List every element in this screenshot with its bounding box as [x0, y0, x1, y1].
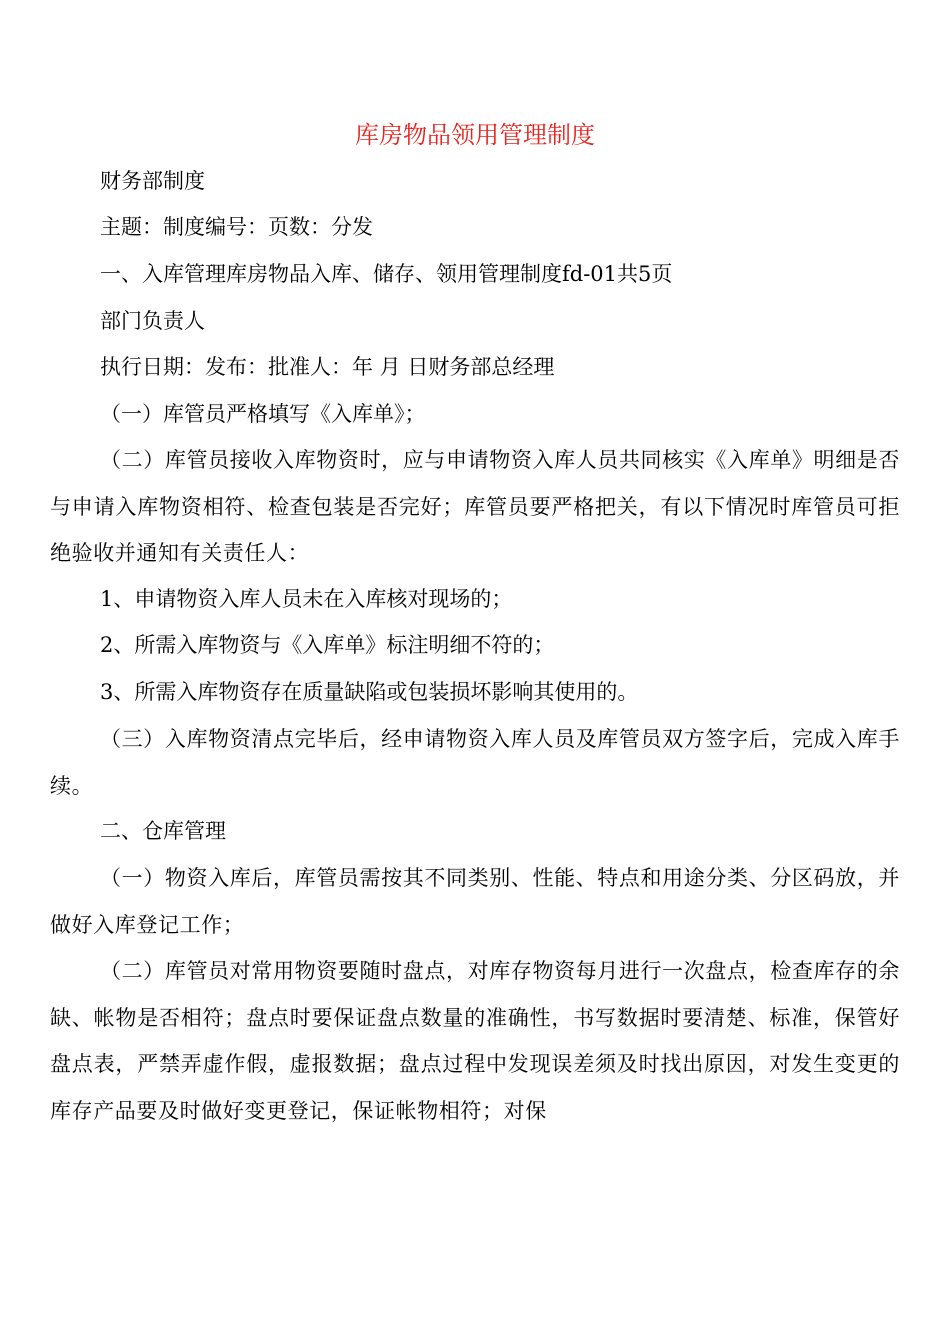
list-item: 3、所需入库物资存在质量缺陷或包装损坏影响其使用的。: [100, 680, 639, 704]
list-item: 2、所需入库物资与《入库单》标注明细不符的；: [100, 633, 555, 657]
department-line: 财务部制度: [100, 169, 205, 193]
subject-line: 主题：制度编号：页数：分发: [100, 215, 373, 239]
clause-receive-goods: （二）库管员接收入库物资时，应与申请物资入库人员共同核实《入库单》明细是否与申请入库物资相符、检查包装是否完好；库管员要严格把关，有以下情况时库管员可拒绝验收并通知有关责任人：: [50, 448, 900, 565]
clause-complete-storage: （三）入库物资清点完毕后，经申请物资入库人员及库管员双方签字后，完成入库手续。: [50, 727, 900, 798]
clause-fill-form: （一）库管员严格填写《入库单》；: [100, 402, 426, 426]
document-title: 库房物品领用管理制度: [355, 121, 595, 149]
clause-sort-goods: （一）物资入库后，库管员需按其不同类别、性能、特点和用途分类、分区码放，并做好入库登记工作；: [50, 866, 900, 937]
clause-inventory-check: （二）库管员对常用物资要随时盘点，对库存物资每月进行一次盘点，检查库存的余缺、帐物是否相符；盘点时要保证盘点数量的准确性，书写数据时要清楚、标准，保管好盘点表，严禁弄虚作假，虚报数据；盘点过程中发现误差须及时找出原因，对发生变更的库存产品要及时做好变更登记，保证帐物相符；对保: [50, 959, 900, 1123]
section-2-heading: 二、仓库管理: [100, 819, 226, 843]
execution-date-line: 执行日期：发布：批准人：年 月 日财务部总经理: [100, 355, 555, 379]
department-head-line: 部门负责人: [100, 309, 205, 333]
section-1-heading: 一、入库管理库房物品入库、储存、领用管理制度fd-01共5页: [100, 262, 673, 286]
list-item: 1、申请物资入库人员未在入库核对现场的；: [100, 587, 513, 611]
